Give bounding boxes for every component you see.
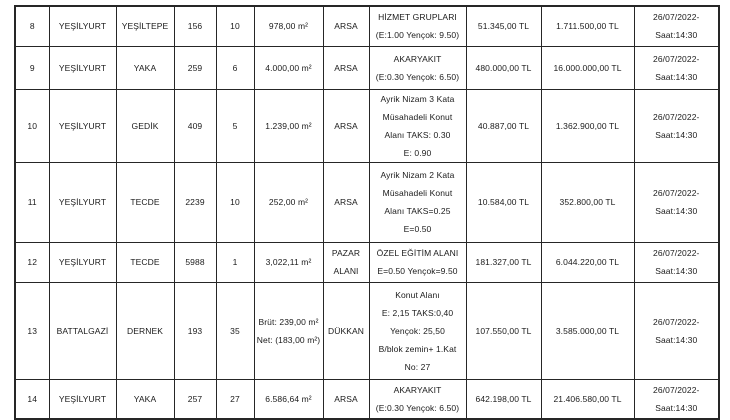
cell-no (15, 6, 49, 46)
cell-line: E=0.50 (403, 224, 432, 234)
cell-block-no (174, 242, 216, 282)
cell-line: 27 (230, 393, 240, 404)
table-row (15, 162, 719, 242)
cell-line: ARSA (334, 21, 358, 32)
cell-area (254, 6, 323, 46)
cell-zoning-status (369, 379, 466, 419)
cell-line: YEŞİLYURT (58, 393, 107, 404)
cell-line: Ayrik Nizam 2 Kata (380, 170, 455, 180)
cell-district (49, 379, 116, 419)
cell-lot-no (216, 6, 254, 46)
cell-zoning-status (369, 46, 466, 89)
cell-line: YEŞİLYURT (58, 257, 107, 267)
cell-line: B/blok zemin+ 1.Kat (378, 343, 457, 354)
cell-line: 51.345,00 TL (477, 21, 530, 32)
cell-deposit (466, 282, 541, 379)
cell-line: Yençok: 25,50 (390, 325, 445, 336)
property-auction-table (14, 5, 720, 420)
cell-area (254, 162, 323, 242)
cell-line: TECDE (130, 257, 160, 267)
cell-line: ÖZEL EĞİTİM ALANI (376, 248, 459, 258)
cell-line: 3,022,11 m² (265, 257, 312, 267)
cell-line: DÜKKAN (327, 325, 365, 336)
cell-area (254, 282, 323, 379)
cell-line: ARSA (334, 393, 358, 404)
cell-line: 16.000.000,00 TL (553, 62, 622, 73)
cell-district (49, 6, 116, 46)
table-row (15, 379, 719, 419)
cell-block-no (174, 162, 216, 242)
cell-line: BATTALGAZİ (56, 325, 109, 336)
cell-lot-no (216, 46, 254, 89)
cell-property-type (323, 379, 369, 419)
cell-line: 26/07/2022- (653, 248, 700, 258)
cell-area (254, 89, 323, 162)
cell-price (541, 89, 634, 162)
cell-deposit (466, 89, 541, 162)
cell-line: DERNEK (126, 325, 164, 336)
cell-line: HİZMET GRUPLARI (378, 12, 457, 23)
cell-zoning-status (369, 282, 466, 379)
cell-lot-no (216, 242, 254, 282)
cell-property-type (323, 282, 369, 379)
cell-line: 10 (230, 197, 240, 207)
cell-line: YEŞİLYURT (58, 120, 107, 131)
cell-line: 409 (187, 120, 203, 131)
cell-auction-datetime (634, 46, 719, 89)
cell-line: Müsahadeli Konut (382, 111, 453, 122)
cell-line: AKARYAKIT (393, 53, 442, 64)
cell-neighborhood (116, 379, 174, 419)
cell-line: 14 (27, 393, 38, 404)
cell-line: Müsahadeli Konut (382, 188, 453, 198)
cell-line: Ayrik Nizam 3 Kata (380, 93, 455, 104)
cell-line: 5 (232, 120, 238, 131)
cell-line: 6.586,64 m² (265, 393, 312, 404)
cell-property-type (323, 162, 369, 242)
cell-line: ALANI (333, 266, 359, 276)
cell-line: 10.584,00 TL (477, 197, 530, 207)
cell-price (541, 242, 634, 282)
cell-block-no (174, 379, 216, 419)
cell-line: Saat:14:30 (655, 71, 698, 82)
cell-area (254, 242, 323, 282)
cell-neighborhood (116, 6, 174, 46)
table-container (14, 5, 720, 420)
cell-line: Net: (183,00 m²) (256, 334, 321, 345)
cell-no (15, 46, 49, 89)
cell-no (15, 242, 49, 282)
cell-line: 26/07/2022- (653, 53, 700, 64)
cell-district (49, 242, 116, 282)
table-row (15, 46, 719, 89)
cell-line: 257 (187, 393, 203, 404)
cell-auction-datetime (634, 282, 719, 379)
cell-line: ARSA (334, 120, 358, 131)
cell-no (15, 282, 49, 379)
cell-line: 978,00 m² (268, 21, 309, 32)
cell-auction-datetime (634, 6, 719, 46)
cell-line: Saat:14:30 (655, 266, 698, 276)
cell-line: YEŞİLYURT (58, 21, 107, 32)
cell-auction-datetime (634, 89, 719, 162)
cell-line: 480.000,00 TL (475, 62, 532, 73)
cell-line: 9 (29, 62, 35, 73)
cell-line: 26/07/2022- (653, 188, 700, 198)
cell-line: Saat:14:30 (655, 206, 698, 216)
cell-line: 8 (29, 21, 35, 32)
cell-line: E: 0.90 (403, 147, 432, 158)
cell-line: Saat:14:30 (655, 402, 698, 413)
cell-line: 10 (230, 21, 240, 32)
cell-district (49, 46, 116, 89)
cell-area (254, 46, 323, 89)
cell-line: 26/07/2022- (653, 384, 700, 395)
cell-price (541, 162, 634, 242)
cell-line: PAZAR (331, 248, 361, 258)
cell-line: 252,00 m² (268, 197, 309, 207)
cell-price (541, 6, 634, 46)
cell-line: 2239 (185, 197, 205, 207)
cell-neighborhood (116, 162, 174, 242)
cell-line: 193 (187, 325, 203, 336)
cell-line: 11 (27, 197, 37, 207)
cell-line: YEŞİLTEPE (121, 21, 169, 32)
cell-line: E=0.50 Yençok=9.50 (377, 266, 458, 276)
cell-line: ARSA (334, 62, 358, 73)
cell-line: YEŞİLYURT (58, 62, 107, 73)
cell-line: GEDİK (131, 120, 159, 131)
cell-line: AKARYAKIT (393, 384, 442, 395)
cell-line: 1 (232, 257, 238, 267)
cell-line: 156 (187, 21, 203, 32)
table-row (15, 89, 719, 162)
cell-no (15, 379, 49, 419)
cell-district (49, 162, 116, 242)
cell-block-no (174, 89, 216, 162)
cell-block-no (174, 46, 216, 89)
cell-line: 6.044.220,00 TL (555, 257, 620, 267)
cell-district (49, 282, 116, 379)
cell-line: 26/07/2022- (653, 111, 700, 122)
cell-line: YAKA (133, 62, 157, 73)
cell-deposit (466, 162, 541, 242)
cell-line: 13 (27, 325, 38, 336)
cell-no (15, 89, 49, 162)
cell-line: 6 (232, 62, 238, 73)
cell-line: 26/07/2022- (653, 12, 700, 23)
cell-area (254, 379, 323, 419)
cell-no (15, 162, 49, 242)
cell-property-type (323, 89, 369, 162)
cell-line: 12 (27, 257, 38, 267)
cell-deposit (466, 242, 541, 282)
cell-line: 1.239,00 m² (265, 120, 312, 131)
cell-line: 1.362.900,00 TL (555, 120, 620, 131)
cell-line: 3.585.000,00 TL (555, 325, 620, 336)
cell-line: Alanı TAKS=0.25 (384, 206, 451, 216)
cell-line: ARSA (334, 197, 358, 207)
cell-block-no (174, 282, 216, 379)
cell-lot-no (216, 162, 254, 242)
cell-line: 352.800,00 TL (559, 197, 616, 207)
cell-property-type (323, 46, 369, 89)
cell-line: Alanı TAKS: 0.30 (384, 129, 451, 140)
cell-line: 642.198,00 TL (475, 393, 532, 404)
cell-line: Saat:14:30 (655, 334, 698, 345)
cell-property-type (323, 242, 369, 282)
cell-line: TECDE (130, 197, 160, 207)
cell-line: 10 (27, 120, 38, 131)
table-row (15, 242, 719, 282)
cell-line: 107.550,00 TL (475, 325, 532, 336)
cell-line: YAKA (133, 393, 157, 404)
cell-block-no (174, 6, 216, 46)
cell-line: 4.000,00 m² (265, 62, 312, 73)
cell-line: YEŞİLYURT (58, 197, 107, 207)
cell-line: (E:0.30 Yençok: 6.50) (375, 402, 460, 413)
cell-zoning-status (369, 89, 466, 162)
cell-auction-datetime (634, 242, 719, 282)
cell-price (541, 282, 634, 379)
cell-lot-no (216, 282, 254, 379)
cell-auction-datetime (634, 379, 719, 419)
cell-line: 1.711.500,00 TL (556, 21, 619, 32)
cell-line: 35 (230, 325, 240, 336)
table-row (15, 282, 719, 379)
cell-zoning-status (369, 6, 466, 46)
cell-neighborhood (116, 282, 174, 379)
cell-lot-no (216, 89, 254, 162)
cell-zoning-status (369, 242, 466, 282)
cell-line: 26/07/2022- (653, 316, 700, 327)
cell-line: Konut Alanı (395, 289, 440, 300)
cell-line: No: 27 (404, 361, 431, 372)
cell-lot-no (216, 379, 254, 419)
cell-deposit (466, 379, 541, 419)
cell-neighborhood (116, 242, 174, 282)
cell-zoning-status (369, 162, 466, 242)
cell-district (49, 89, 116, 162)
cell-neighborhood (116, 46, 174, 89)
cell-line: Saat:14:30 (655, 30, 698, 41)
cell-deposit (466, 46, 541, 89)
cell-line: 181.327,00 TL (475, 257, 532, 267)
cell-price (541, 379, 634, 419)
cell-property-type (323, 6, 369, 46)
cell-line: (E:0.30 Yençok: 6.50) (375, 71, 460, 82)
cell-line: 259 (187, 62, 203, 73)
cell-price (541, 46, 634, 89)
cell-line: E: 2,15 TAKS:0,40 (381, 307, 454, 318)
cell-line: Brüt: 239,00 m² (258, 316, 319, 327)
cell-line: (E:1.00 Yençok: 9.50) (375, 30, 460, 41)
table-row (15, 6, 719, 46)
cell-line: Saat:14:30 (655, 129, 698, 140)
cell-neighborhood (116, 89, 174, 162)
cell-line: 5988 (185, 257, 205, 267)
cell-deposit (466, 6, 541, 46)
cell-line: 40.887,00 TL (477, 120, 530, 131)
cell-line: 21.406.580,00 TL (553, 393, 622, 404)
cell-auction-datetime (634, 162, 719, 242)
